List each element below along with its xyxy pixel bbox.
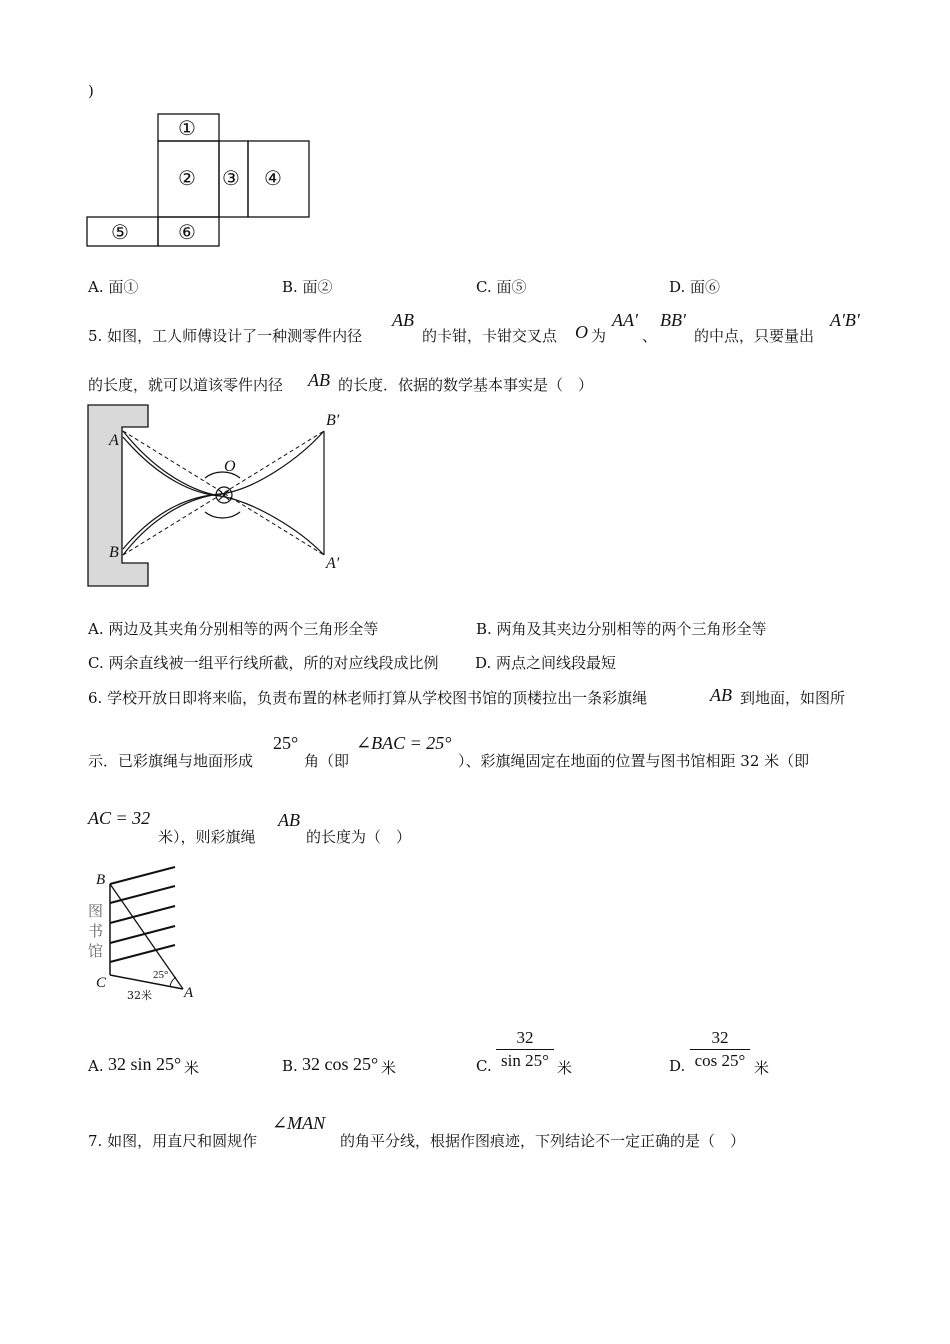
- q5-option-b: B. 两角及其夹边分别相等的两个三角形全等: [476, 620, 767, 638]
- q6-math-ab-2: AB: [278, 810, 300, 830]
- net-label-3: ③: [222, 166, 240, 190]
- q6-option-c-fraction: [496, 1027, 554, 1072]
- net-label-5: ⑤: [111, 220, 129, 244]
- q6-math-ab: AB: [710, 685, 732, 705]
- q5-text-1d: 的中点，只要量出: [694, 327, 815, 345]
- q6-option-a-unit: 米: [184, 1059, 200, 1077]
- net-label-6: ⑥: [178, 220, 196, 244]
- q5-math-bb: BB′: [660, 310, 686, 330]
- q6-math-ac: AC = 32: [88, 808, 151, 828]
- q5-math-ab-2: AB: [308, 370, 330, 390]
- q6-math-bac: ∠BAC = 25°: [356, 733, 452, 753]
- q6-math-25: 25°: [273, 733, 299, 753]
- q6-option-a-prefix: A.: [88, 1057, 104, 1075]
- library-distance-label: 32米: [127, 989, 152, 1002]
- q4-option-d: D. 面⑥: [669, 278, 721, 296]
- q6-option-d-unit: 米: [754, 1059, 770, 1077]
- top-paren: ): [88, 82, 94, 100]
- q6-text-2a: 示．已彩旗绳与地面形成: [88, 752, 254, 770]
- net-label-2: ②: [178, 166, 196, 190]
- q5-text-1c: 为: [591, 327, 607, 345]
- caliper-label-ap: A′: [326, 555, 340, 572]
- caliper-label-bp: B′: [326, 412, 340, 429]
- q6-option-d-prefix: D.: [669, 1057, 686, 1075]
- q6-option-c-prefix: C.: [476, 1057, 492, 1075]
- library-label-a: A: [184, 985, 194, 1001]
- caliper-label-o: O: [224, 458, 236, 475]
- q6-text-3b: 的长度为（ ）: [306, 828, 412, 846]
- q5-math-aa: AA′: [612, 310, 638, 330]
- library-angle-label: 25°: [153, 969, 169, 981]
- q6-option-c-unit: 米: [557, 1059, 573, 1077]
- q5-math-o: O: [575, 322, 588, 342]
- library-building-char-3: 馆: [88, 942, 104, 960]
- library-building-char-1: 图: [88, 902, 104, 920]
- q5-option-c: C. 两余直线被一组平行线所截，所的对应线段成比例: [88, 654, 439, 672]
- library-building-char-2: 书: [88, 922, 104, 940]
- caliper-label-a: A: [109, 432, 119, 449]
- q5-text-1a: 5. 如图，工人师傅设计了一种测零件内径: [88, 327, 363, 345]
- q5-option-d: D. 两点之间线段最短: [475, 654, 617, 672]
- q5-option-a: A. 两边及其夹角分别相等的两个三角形全等: [88, 620, 379, 638]
- q6-option-b-prefix: B.: [282, 1057, 298, 1075]
- q5-text-2b: 的长度．依据的数学基本事实是（ ）: [338, 376, 594, 394]
- q5-sep: 、: [642, 327, 658, 345]
- library-label-c: C: [96, 975, 107, 991]
- q6-option-d-den: cos 25°: [694, 1051, 746, 1070]
- q6-option-d-fraction: [690, 1027, 750, 1072]
- q7-text-1b: 的角平分线，根据作图痕迹，下列结论不一定正确的是（ ）: [340, 1132, 746, 1150]
- q6-option-d-num: 32: [711, 1028, 729, 1047]
- library-label-b: B: [96, 872, 106, 888]
- q6-text-1b: 到地面，如图所: [740, 689, 846, 707]
- q4-option-c: C. 面⑤: [476, 278, 527, 296]
- q4-option-b: B. 面②: [282, 278, 333, 296]
- q4-option-a: A. 面①: [88, 278, 139, 296]
- q6-text-1a: 6. 学校开放日即将来临，负责布置的林老师打算从学校图书馆的顶楼拉出一条彩旗绳: [88, 689, 648, 707]
- q7-text-1a: 7. 如图，用直尺和圆规作: [88, 1132, 258, 1150]
- caliper-label-b: B: [109, 544, 119, 561]
- q5-math-ab: AB: [392, 310, 414, 330]
- q6-option-a-expr: 32 sin 25°: [108, 1054, 182, 1074]
- net-label-4: ④: [264, 166, 282, 190]
- q6-text-2b: 角（即: [304, 752, 350, 770]
- q6-option-c-num: 32: [516, 1028, 534, 1047]
- q5-math-apbp: A′B′: [830, 310, 860, 330]
- q6-option-b-unit: 米: [381, 1059, 397, 1077]
- net-label-1: ①: [178, 116, 196, 140]
- q6-option-b-expr: 32 cos 25°: [302, 1054, 379, 1074]
- q6-text-3a: 米），则彩旗绳: [158, 828, 256, 846]
- q5-text-2a: 的长度，就可以道该零件内径: [88, 376, 284, 394]
- q6-option-c-den: sin 25°: [501, 1051, 549, 1070]
- q6-text-2c: ）、彩旗绳固定在地面的位置与图书馆相距 32 米（即: [458, 752, 810, 770]
- q5-text-1b: 的卡钳，卡钳交叉点: [422, 327, 558, 345]
- q7-math-man: ∠MAN: [272, 1113, 326, 1133]
